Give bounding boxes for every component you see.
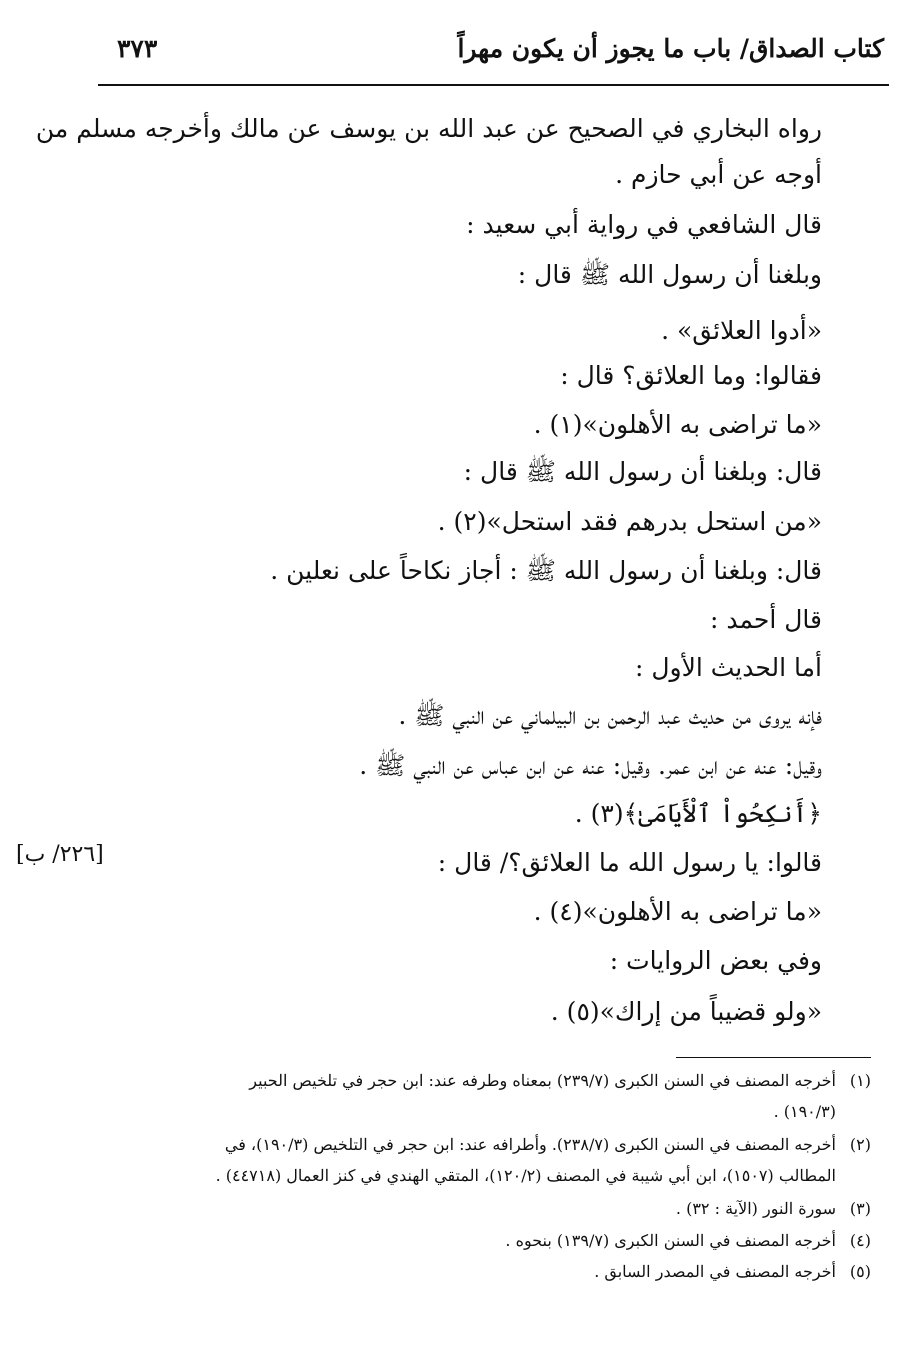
body-line-13: فإنه يروى من حديث عبد الرحمن بن البيلماني عن النبي ﷺ .: [398, 701, 822, 730]
body-line-16: قالوا: يا رسول الله ما العلائق؟/ قال :: [437, 848, 822, 877]
footnote-label: (٤): [849, 1231, 871, 1250]
footnote-text: أخرجه المصنف في السنن الكبرى (١٣٩/٧) بنحوه .: [505, 1231, 836, 1250]
body-line-3: قال الشافعي في رواية أبي سعيد :: [466, 210, 822, 239]
page-number: ٣٧٣: [117, 34, 158, 63]
body-line-11: قال أحمد :: [709, 605, 822, 634]
footnote-1-line-1: [91, 1065, 871, 1096]
footnote-text: أخرجه المصنف في المصدر السابق .: [594, 1262, 836, 1281]
body-line-2: أوجه عن أبي حازم .: [615, 160, 822, 189]
body-line-18: وفي بعض الروايات :: [609, 946, 822, 975]
body-line-10: قال: وبلغنا أن رسول الله ﷺ : أجاز نكاحاً على نعلين .: [270, 556, 822, 585]
footnote-label: (٥): [849, 1262, 871, 1281]
footnote-5: [91, 1256, 871, 1287]
body-line-9: «من استحل بدرهم فقد استحل»(٢) .: [437, 507, 822, 536]
footnote-2-line-1: [91, 1129, 871, 1160]
footnote-1-line-2: [91, 1096, 871, 1127]
running-header-title: كتاب الصداق/ باب ما يجوز أن يكون مهراً: [457, 34, 884, 63]
body-line-4: وبلغنا أن رسول الله ﷺ قال :: [517, 260, 822, 289]
footnote-text: أخرجه المصنف في السنن الكبرى (٢٣٨/٧). وأطرافه عند: ابن حجر في التلخيص (١٩٠/٣)، في: [224, 1135, 836, 1154]
body-line-6: فقالوا: وما العلائق؟ قال :: [560, 361, 822, 390]
footnote-label: (٢): [849, 1135, 871, 1154]
footnote-text: المطالب (١٥٠٧)، ابن أبي شيبة في المصنف (١٢٠/٢)، المتقي الهندي في كنز العمال (٤٤٧١٨) .: [215, 1166, 836, 1185]
body-line-5: «أدوا العلائق» .: [661, 316, 822, 345]
body-line-17: «ما تراضى به الأهلون»(٤) .: [533, 897, 822, 926]
footnote-text: (١٩٠/٣) .: [773, 1102, 836, 1121]
footnote-label: (٣): [849, 1199, 871, 1218]
body-line-15: ﴿أَنكِحُواْ ٱلْأَيَامَىٰ﴾(٣) .: [574, 799, 822, 828]
footnote-3: [91, 1193, 871, 1224]
body-line-7: «ما تراضى به الأهلون»(١) .: [533, 410, 822, 439]
footnote-4: [91, 1225, 871, 1256]
manuscript-folio-marker: [٢٢٦/ ب]: [16, 842, 104, 867]
body-line-1: رواه البخاري في الصحيح عن عبد الله بن يوسف عن مالك وأخرجه مسلم من: [35, 114, 822, 143]
footnote-2-line-2: [91, 1160, 871, 1191]
footnote-separator: [676, 1057, 871, 1058]
body-line-8: قال: وبلغنا أن رسول الله ﷺ قال :: [463, 457, 822, 486]
body-line-12: أما الحديث الأول :: [635, 653, 822, 682]
footnote-label: (١): [849, 1071, 871, 1090]
header-rule: [98, 84, 889, 86]
body-line-19: «ولو قضيباً من إراك»(٥) .: [550, 997, 822, 1026]
footnote-text: أخرجه المصنف في السنن الكبرى (٢٣٩/٧) بمعناه وطرفه عند: ابن حجر في تلخيص الحبير: [249, 1071, 836, 1090]
body-line-14: وقيل: عنه عن ابن عمر. وقيل: عنه عن ابن عباس عن النبي ﷺ .: [359, 751, 822, 780]
footnote-text: سورة النور (الآية : ٣٢) .: [675, 1199, 836, 1218]
